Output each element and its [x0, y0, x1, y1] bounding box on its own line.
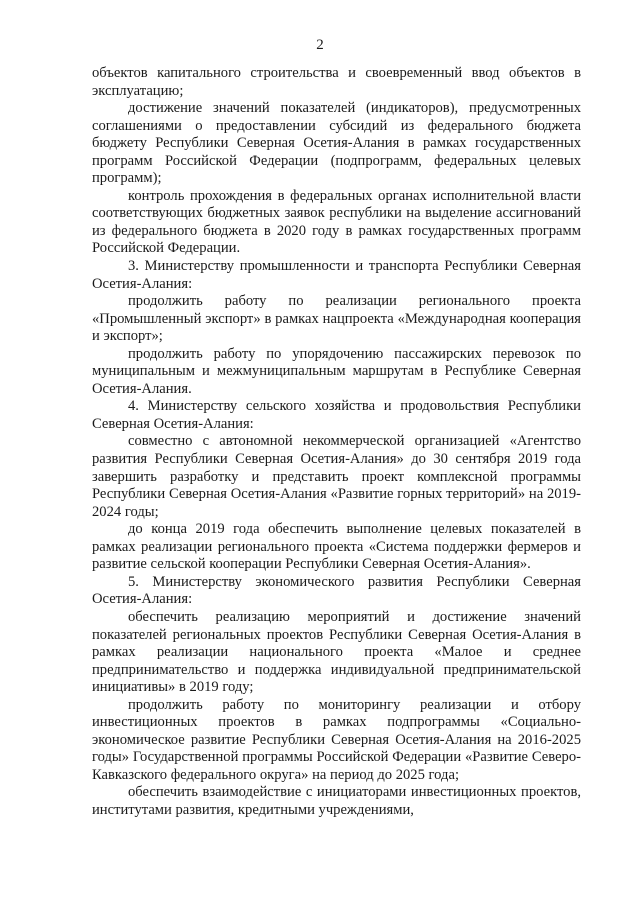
paragraph-p04: 3. Министерству промышленности и транспорта Республики Северная Осетия-Алания:: [92, 258, 581, 292]
document-body: [92, 65, 581, 820]
paragraph-p08: совместно с автономной некоммерческой организацией «Агентство развития Республики Северная Осетия-Алания» до 30 сентября 2019 года завершить разработку и представить проект комплексной программы Республики Северная Осетия-Алания «Развитие горных территорий» на 2019-2024 годы;: [92, 433, 581, 520]
paragraph-p03: контроль прохождения в федеральных органах исполнительной власти соответствующих бюджетных заявок республики на выделение ассигнований из федерального бюджета в 2020 году в рамках государственных программ Российской Федерации.: [92, 187, 581, 257]
paragraph-p09: до конца 2019 года обеспечить выполнение целевых показателей в рамках реализации регионального проекта «Система поддержки фермеров и развитие сельской кооперации Республики Северная Осетия-Алания».: [92, 521, 581, 573]
paragraph-p12: продолжить работу по мониторингу реализации и отбору инвестиционных проектов в рамках подпрограммы «Социально-экономическое развитие Республики Северная Осетия-Алания на 2016-2025 годы» Государственной программы Российской Федерации «Развитие Северо-Кавказского федерального округа» на период до 2025 года;: [92, 696, 581, 783]
page-number: 2: [316, 37, 324, 53]
paragraph-p02: достижение значений показателей (индикаторов), предусмотренных соглашениями о предоставлении субсидий из федерального бюджета бюджету Республики Северная Осетия-Алания в рамках государственных программ Российской Федерации (подпрограмм, федеральных целевых программ);: [92, 100, 581, 187]
paragraph-p05: продолжить работу по реализации регионального проекта «Промышленный экспорт» в рамках нацпроекта «Международная кооперация и экспорт»;: [92, 293, 581, 345]
paragraph-p06: продолжить работу по упорядочению пассажирских перевозок по муниципальным и межмуниципальным маршрутам в Республике Северная Осетия-Алания.: [92, 345, 581, 397]
paragraph-p11: обеспечить реализацию мероприятий и достижение значений показателей региональных проектов Республики Северная Осетия-Алания в рамках реализации национального проекта «Малое и среднее предпринимательство и поддержка индивидуальной предпринимательской инициативы» в 2019 году;: [92, 608, 581, 696]
paragraph-p07: 4. Министерству сельского хозяйства и продовольствия Республики Северная Осетия-Алания:: [92, 398, 581, 432]
paragraph-p13: обеспечить взаимодействие с инициаторами инвестиционных проектов, институтами развития, кредитными учреждениями,: [92, 784, 581, 818]
paragraph-p10: 5. Министерству экономического развития Республики Северная Осетия-Алания:: [92, 573, 581, 608]
paragraph-p01: объектов капитального строительства и своевременный ввод объектов в эксплуатацию;: [92, 65, 581, 99]
